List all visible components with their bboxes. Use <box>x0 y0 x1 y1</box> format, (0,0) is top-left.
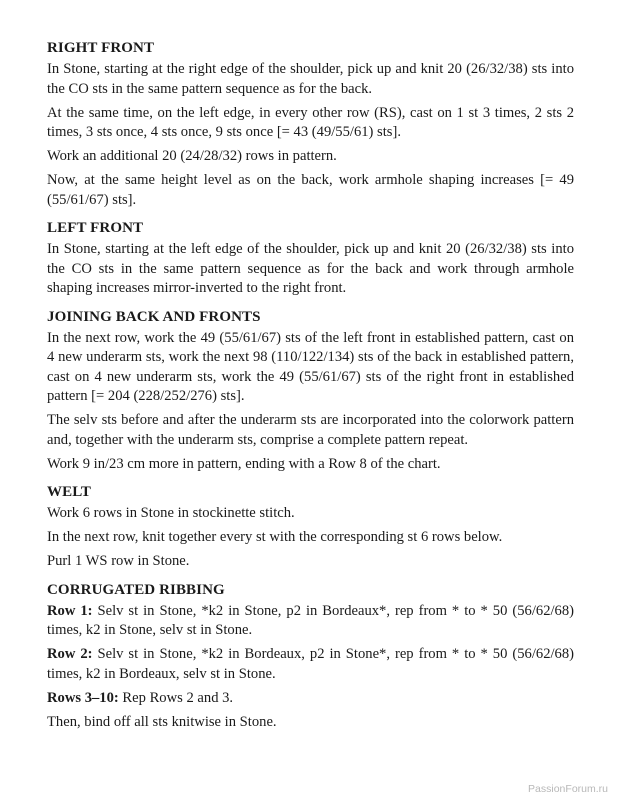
ribbing-row-1 <box>47 602 574 641</box>
section-heading-ribbing: CORRUGATED RIBBING <box>47 581 225 598</box>
row-instructions: Selv st in Stone, *k2 in Stone, p2 in Bordeaux*, rep from * to * 50 (56/62/68) times, k2 in Stone, selv st in Stone. <box>47 602 574 638</box>
row-label: Rows 3–10: <box>47 689 119 706</box>
row-label: Row 2: <box>47 646 93 662</box>
pattern-page <box>47 39 574 732</box>
paragraph: Then, bind off all sts knitwise in Stone. <box>47 713 277 730</box>
paragraph: At the same time, on the left edge, in every other row (RS), cast on 1 st 3 times, 2 sts 2 times, 3 sts once, 4 sts once, 9 sts once [= 43 (49/55/61) sts]. <box>47 104 574 140</box>
paragraph: Purl 1 WS row in Stone. <box>47 553 190 569</box>
paragraph: Work an additional 20 (24/28/32) rows in pattern. <box>47 148 337 164</box>
paragraph: The selv sts before and after the underarm sts are incorporated into the colorwork pattern and, together with the underarm sts, comprise a complete pattern repeat. <box>47 412 574 448</box>
paragraph: Work 9 in/23 cm more in pattern, ending with a Row 8 of the chart. <box>47 455 441 472</box>
section-heading-right-front: RIGHT FRONT <box>47 40 155 56</box>
row-instructions: Selv st in Stone, *k2 in Bordeaux, p2 in Stone*, rep from * to * 50 (56/62/68) times, k2 in Bordeaux, selv st in Stone. <box>47 646 574 682</box>
section-heading-joining: JOINING BACK AND FRONTS <box>47 308 261 325</box>
row-instructions: Rep Rows 2 and 3. <box>118 689 234 706</box>
section-heading-welt: WELT <box>47 484 92 500</box>
paragraph: In Stone, starting at the left edge of the shoulder, pick up and knit 20 (26/32/38) sts into the CO sts in the same pattern sequence as for the back and work through armhole shaping increases mirror-inverted to the right front. <box>47 241 574 296</box>
ribbing-row-2 <box>47 645 574 684</box>
paragraph: Now, at the same height level as on the back, work armhole shaping increases [= 49 (55/61/67) sts]. <box>47 172 574 208</box>
paragraph: In Stone, starting at the right edge of the shoulder, pick up and knit 20 (26/32/38) sts into the CO sts in the same pattern sequence as for the back. <box>47 61 574 97</box>
row-label: Row 1: <box>47 602 93 619</box>
paragraph: In the next row, knit together every st with the corresponding st 6 rows below. <box>47 529 503 545</box>
ribbing-rows-3-10 <box>47 689 574 709</box>
section-heading-left-front: LEFT FRONT <box>47 220 144 236</box>
watermark: PassionForum.ru <box>528 783 608 795</box>
paragraph: Work 6 rows in Stone in stockinette stitch. <box>47 505 295 521</box>
paragraph: In the next row, work the 49 (55/61/67) sts of the left front in established pattern, cast on 4 new underarm sts, work the next 98 (110/122/134) sts of the back in established pattern, cast on 4 new underarm sts, work the 49 (55/61/67) sts of the right front in established pattern [= 204 (228/252/276) sts]. <box>47 329 574 404</box>
